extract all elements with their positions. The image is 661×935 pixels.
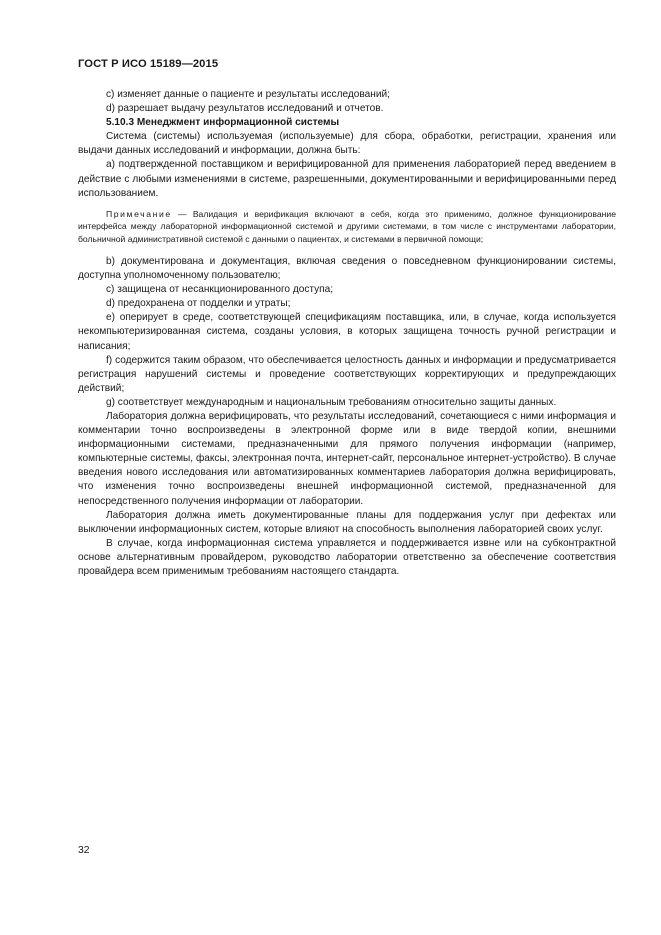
note-text: — Валидация и верификация включают в себя, когда это применимо, должное функционирование интерфейса между лабораторной информационной системой и другими системами, в том числе с инструментами лаборатории, больничной административной системой с данными о пациентах, и системами в первичной помощи; — [78, 208, 616, 244]
verification-paragraph: Лаборатория должна верифицировать, что результаты исследований, сочетающиеся с ними информация и комментарии точно воспроизведены в электронной форме или в виде твердой копии, внешними информационными системами, предназначенными для прямого получения информации (например, компьютерные системы, факсы, электронная почта, интернет-сайт, персональное интернет-устройство). В случае введения нового исследования или автоматизированных комментариев лаборатория должна верифицировать, что изменения точно воспроизведены внешней информационной системой, предназначенной для непосредственного получения информации от лаборатории. — [78, 411, 616, 507]
list-item-c: c) изменяет данные о пациенте и результаты исследований; — [106, 89, 390, 100]
list-item-d2: d) предохранена от подделки и утраты; — [106, 298, 291, 310]
note-block — [78, 208, 616, 245]
list-item-f: f) содержится таким образом, что обеспечивается целостность данных и информации и предусматривается регистрация нарушений системы и проведение соответствующих корректирующих и предупреждающих действий; — [78, 354, 616, 394]
page-number: 32 — [78, 845, 90, 856]
contingency-paragraph: Лаборатория должна иметь документированные планы для поддержания услуг при дефектах или выключении информационных систем, которые влияют на способность выполнения лабораторией своих услуг. — [78, 509, 616, 535]
intro-paragraph: Система (системы) используемая (используемые) для сбора, обработки, регистрации, хранения или выдачи данных исследований и информации, должна быть: — [78, 131, 616, 157]
list-item-g: g) соответствует международным и национальным требованиям относительно защиты данных. — [106, 396, 557, 408]
list-item-d: d) разрешает выдачу результатов исследований и отчетов. — [106, 103, 384, 115]
list-item-e: e) оперирует в среде, соответствующей спецификациям поставщика, или, в случае, когда используется некомпьютеризированная система, созданы условия, в которых защищена точность ручной регистрации и написания; — [78, 312, 616, 352]
list-item-c2: c) защищена от несанкционированного доступа; — [106, 284, 334, 296]
document-header: ГОСТ Р ИСО 15189—2015 — [78, 58, 219, 70]
section-heading: 5.10.3 Менеджмент информационной системы — [106, 117, 340, 129]
page-body — [78, 88, 616, 579]
outsourcing-paragraph: В случае, когда информационная система управляется и поддерживается извне или на субконтрактной основе альтернативным провайдером, руководство лаборатории ответственно за обеспечение соответствия провайдера всем применимым требованиям настоящего стандарта. — [78, 537, 616, 578]
list-item-a: a) подтвержденной поставщиком и верифицированной для применения лабораторией перед введением в действие с любыми изменениями в системе, разрешенными, документированными и верифицированными перед использованием. — [78, 159, 616, 199]
list-item-b: b) документирована и документация, включая сведения о повседневном функционировании системы, доступна уполномоченному пользователю; — [78, 255, 616, 282]
note-label: Примечание — [106, 208, 172, 219]
